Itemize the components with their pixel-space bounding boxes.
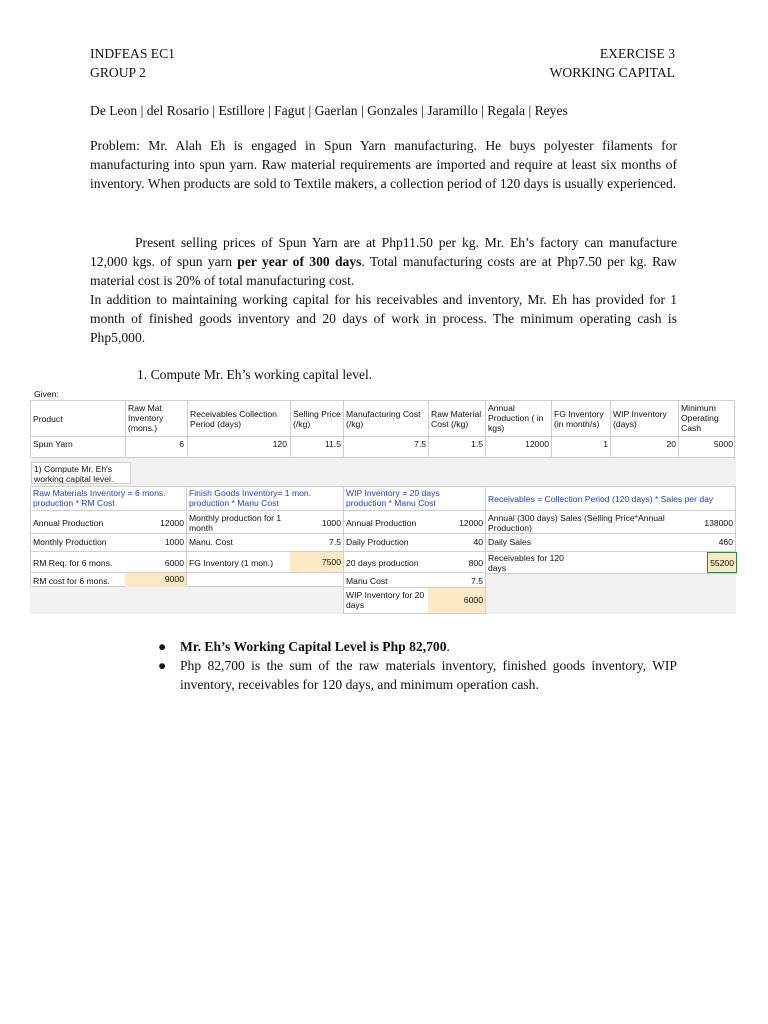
group-members: De Leon | del Rosario | Estillore | Fagut | Gaerlan | Gonzales | Jaramillo | Regala | Reyes: [90, 103, 568, 118]
fg-label-1: Monthly production for 1 month: [189, 513, 282, 533]
p2-text-b: . Total manufacturing costs are at Php7.50 per kg. Raw material cost is 20% of total manufacturing cost.: [90, 254, 677, 288]
val-product: Spun Yarn: [33, 439, 73, 449]
p2-text-a: Present selling prices of Spun Yarn are at Php11.50 per kg. Mr. Eh’s factory can manufacture 12,000 kgs. of spun yarn: [90, 235, 677, 269]
given-label: Given:: [34, 389, 59, 399]
hdr-wip-inv: WIP Inventory (days): [613, 409, 667, 429]
wip-label-1: Annual Production: [346, 518, 417, 528]
wip-value-5: 6000: [428, 588, 485, 613]
rm-value-4: 9000: [125, 573, 186, 587]
hdr-selling-price: Selling Price (/kg): [293, 409, 341, 429]
hdr-fg-inv: FG Inventory (in month/s): [554, 409, 604, 429]
question-1: 1. Compute Mr. Eh’s working capital level.: [137, 367, 373, 382]
bullet-2-text: Php 82,700 is the sum of the raw materials inventory, finished goods inventory, WIP inventory, receivables for 120 days, and minimum operation cash.: [180, 658, 677, 692]
exercise-topic: WORKING CAPITAL: [549, 65, 675, 80]
bullet-dot-icon: ●: [158, 639, 167, 654]
val-raw-mat-cost: 1.5: [471, 439, 483, 449]
bullet-working-capital: [150, 637, 677, 656]
wip-value-2: 40: [473, 537, 483, 547]
val-selling-price: 11.5: [324, 439, 341, 449]
p2-bold: per year of 300 days: [237, 254, 362, 269]
val-fg-inv: 1: [603, 439, 608, 449]
wip-label-2: Daily Production: [346, 537, 409, 547]
course-code: INDFEAS EC1: [90, 46, 175, 61]
conclusion-bullets: [150, 637, 677, 694]
fg-value-2: 7.5: [329, 537, 341, 547]
group-name: GROUP 2: [90, 65, 146, 80]
rec-value-2: 460: [718, 537, 733, 547]
fg-title: Finish Goods Inventory= 1 mon. production * Manu Cost: [189, 488, 312, 508]
exercise-number: EXERCISE 3: [599, 46, 675, 61]
hdr-product: Product: [33, 414, 63, 424]
wip-value-4: 7.5: [471, 576, 483, 586]
val-mfg-cost: 7.5: [414, 439, 426, 449]
wip-label-5: WIP Inventory for 20 days: [346, 590, 425, 610]
wip-title: WIP Inventory = 20 days production * Manu Cost: [346, 488, 440, 508]
hdr-annual-prod: Annual Production ( in kgs): [488, 403, 544, 433]
hdr-mfg-cost: Manufacturing Cost (/kg): [346, 409, 421, 429]
val-rec-period: 120: [272, 439, 287, 449]
fg-value-3: 7500: [290, 552, 343, 572]
fg-label-2: Manu. Cost: [189, 537, 233, 547]
bullet-dot-icon: ●: [158, 658, 167, 673]
val-wip-inv: 20: [666, 439, 676, 449]
bullet-1-bold: Mr. Eh’s Working Capital Level is Php 82,700: [180, 639, 447, 654]
fg-value-1: 1000: [321, 518, 341, 528]
rm-value-3: 6000: [164, 558, 184, 568]
hdr-raw-mat-inv: Raw Mat Inventory (mons.): [128, 403, 164, 433]
header-divider: [30, 436, 735, 437]
rec-label-3: Receivables for 120 days: [488, 553, 564, 573]
problem-paragraph-3: In addition to maintaining working capital for his receivables and inventory, Mr. Eh has provided for 1 month of finished goods inventory and 20 days of work in process. The minimum operating cash is Php5,000.: [90, 292, 677, 345]
bullet-explanation: [150, 656, 677, 694]
fg-label-3: FG Inventory (1 mon.): [189, 558, 274, 568]
rec-label-2: Daily Sales: [488, 537, 531, 547]
rm-value-1: 12000: [160, 518, 184, 528]
sheet-gap-band: [30, 458, 736, 486]
wip-label-3: 20 days production: [346, 558, 419, 568]
hdr-min-cash: Minimum Operating Cash: [681, 403, 719, 433]
compute-label: 1) Compute Mr. Eh's working capital level.: [31, 462, 131, 484]
hdr-rec-period: Receivables Collection Period (days): [190, 409, 277, 429]
wip-value-3: 800: [468, 558, 483, 568]
rec-value-3: 55200: [707, 552, 737, 573]
bullet-1-end: .: [446, 639, 450, 654]
wip-value-1: 12000: [459, 518, 483, 528]
problem-paragraph-1: Problem: Mr. Alah Eh is engaged in Spun Yarn manufacturing. He buys polyester filaments for manufacturing into spun yarn. Raw material requirements are imported and require at least six months of inventory. When products are sold to Textile makers, a collection period of 120 days is usually experienced.: [90, 138, 677, 191]
rm-label-2: Monthly Production: [33, 537, 107, 547]
rec-value-1: 138000: [704, 518, 733, 528]
spreadsheet: [30, 386, 736, 614]
rm-value-2: 1000: [164, 537, 184, 547]
rm-label-3: RM Req. for 6 mons.: [33, 558, 113, 568]
header-left: [90, 44, 175, 82]
rm-label-1: Annual Production: [33, 518, 104, 528]
problem-paragraph-2: [90, 233, 677, 290]
header-right: [550, 44, 675, 82]
val-annual-prod: 12000: [525, 439, 549, 449]
hdr-raw-mat-cost: Raw Material Cost (/kg): [431, 409, 482, 429]
rec-title: Receivables = Collection Period (120 days) * Sales per day: [488, 494, 714, 504]
val-raw-mat-inv: 6: [179, 439, 184, 449]
val-min-cash: 5000: [713, 439, 733, 449]
rm-title: Raw Materials Inventory = 6 mons. production * RM Cost: [33, 488, 166, 508]
rm-label-4: RM cost for 6 mons.: [33, 576, 110, 586]
rec-label-1: Annual (300 days) Sales (Selling Price*Annual Production): [488, 513, 665, 533]
wip-label-4: Manu Cost: [346, 576, 388, 586]
